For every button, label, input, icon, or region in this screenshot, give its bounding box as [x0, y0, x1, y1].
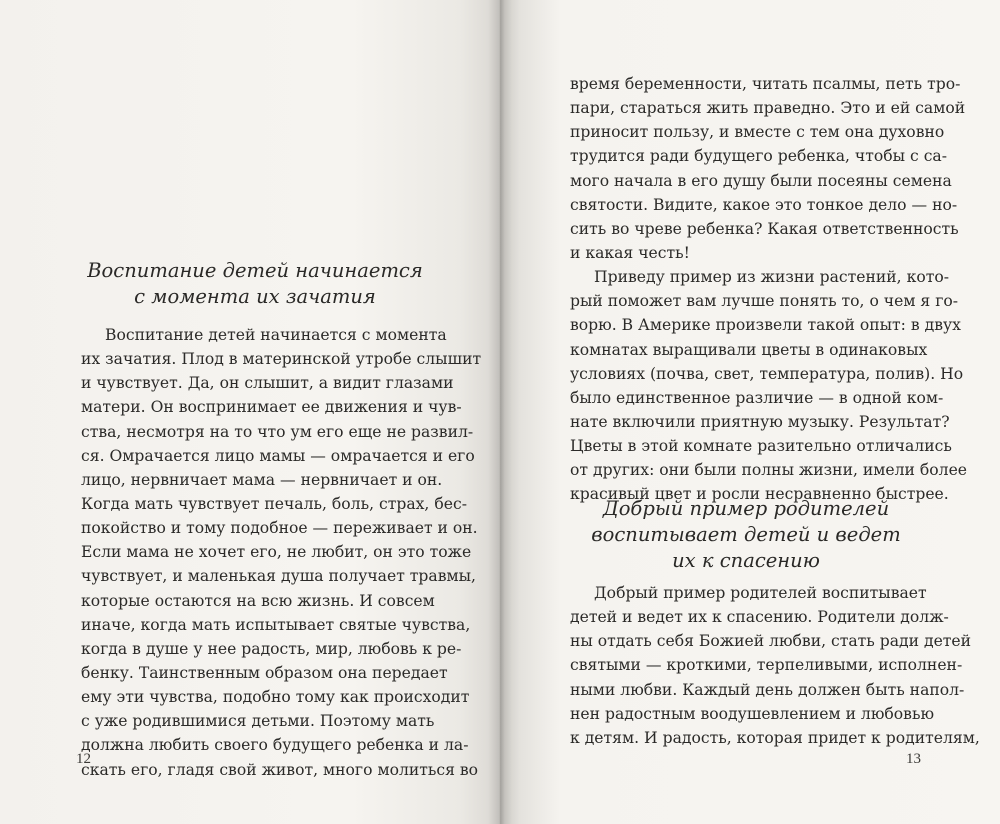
heading-line: их к спасению [672, 549, 820, 572]
text-line: сить во чреве ребенка? Какая ответственность [570, 219, 959, 238]
text-line: Приведу пример из жизни растений, кото- [594, 268, 950, 287]
text-line: матери. Он воспринимает ее движения и чув- [81, 398, 462, 417]
text-line: Если мама не хочет его, не любит, он это тоже [81, 543, 472, 562]
text-line: и чувствует. Да, он слышит, а видит глазами [81, 374, 454, 393]
heading-line: Воспитание детей начинается [87, 259, 423, 282]
text-line: комнатах выращивали цветы в одинаковых [570, 340, 928, 359]
right-page [500, 0, 1000, 824]
text-line: святости. Видите, какое это тонкое дело — но- [570, 195, 958, 214]
text-line: пари, стараться жить праведно. Это и ей самой [570, 99, 966, 118]
text-line: трудится ради будущего ребенка, чтобы с са- [570, 147, 947, 166]
text-line: красивый цвет и росли несравненно быстрее. [570, 485, 949, 504]
page-number: 12 [76, 751, 91, 767]
text-line: Воспитание детей начинается с момента [105, 326, 447, 344]
text-line: Когда мать чувствует печаль, боль, страх, бес- [81, 494, 467, 513]
text-line: их зачатия. Плод в материнской утробе слышит [81, 350, 482, 369]
right-section-heading [566, 496, 926, 574]
heading-line: с момента их зачатия [134, 285, 376, 308]
text-line: чувствует, и маленькая душа получает травмы, [81, 567, 476, 586]
text-line: Добрый пример родителей воспитывает [594, 584, 927, 602]
text-line: ными любви. Каждый день должен быть напол- [570, 680, 965, 699]
text-line: нате включили приятную музыку. Результат? [570, 412, 950, 431]
text-line: ему эти чувства, подобно тому как происходит [81, 688, 470, 707]
text-line: должна любить своего будущего ребенка и ла- [81, 736, 469, 755]
text-line: бенку. Таинственным образом она передает [81, 663, 448, 682]
right-body-text-top [570, 72, 968, 507]
text-line: нен радостным воодушевлением и любовью [570, 704, 935, 723]
text-line: от других: они были полны жизни, имели более [570, 461, 968, 480]
text-line: покойство и тому подобное — переживает и он. [81, 519, 478, 538]
text-line: ся. Омрачается лицо мамы — омрачается и его [81, 446, 475, 465]
text-line: детей и ведет их к спасению. Родители долж- [570, 608, 949, 627]
text-line: ства, несмотря на то что ум его еще не развил- [81, 422, 474, 441]
text-line: которые остаются на всю жизнь. И совсем [81, 591, 435, 610]
text-line: и какая честь! [570, 243, 690, 262]
text-line: было единственное различие — в одной ком- [570, 388, 944, 407]
heading-line: Добрый пример родителей [602, 497, 890, 520]
text-line: Цветы в этой комнате разительно отличались [570, 437, 952, 456]
left-section-heading [80, 258, 430, 310]
text-line: с уже родившимися детьми. Поэтому мать [81, 712, 435, 731]
left-body-text [81, 323, 482, 782]
text-line: к детям. И радость, которая придет к родителям, [570, 728, 980, 747]
text-line: иначе, когда мать испытывает святые чувства, [81, 615, 471, 634]
text-line: приносит пользу, и вместе с тем она духовно [570, 123, 945, 142]
text-line: когда в душе у нее радость, мир, любовь к ре- [81, 639, 462, 658]
text-line: лицо, нервничает мама — нервничает и он. [81, 470, 443, 489]
text-line: время беременности, читать псалмы, петь тро- [570, 75, 961, 93]
book-gutter-shadow [488, 0, 512, 824]
text-line: условиях (почва, свет, температура, полив). Но [570, 364, 964, 383]
text-line: ворю. В Америке произвели такой опыт: в двух [570, 316, 961, 335]
text-line: мого начала в его душу были посеяны семена [570, 171, 952, 190]
text-line: ны отдать себя Божией любви, стать ради детей [570, 632, 972, 651]
text-line: скать его, гладя свой живот, много молиться во [81, 760, 479, 779]
text-line: рый поможет вам лучше понять то, о чем я го- [570, 292, 959, 311]
text-line: святыми — кроткими, терпеливыми, исполнен- [570, 656, 963, 675]
heading-line: воспитывает детей и ведет [591, 523, 901, 546]
page-number: 13 [906, 751, 921, 767]
right-body-text-bottom [570, 581, 980, 750]
